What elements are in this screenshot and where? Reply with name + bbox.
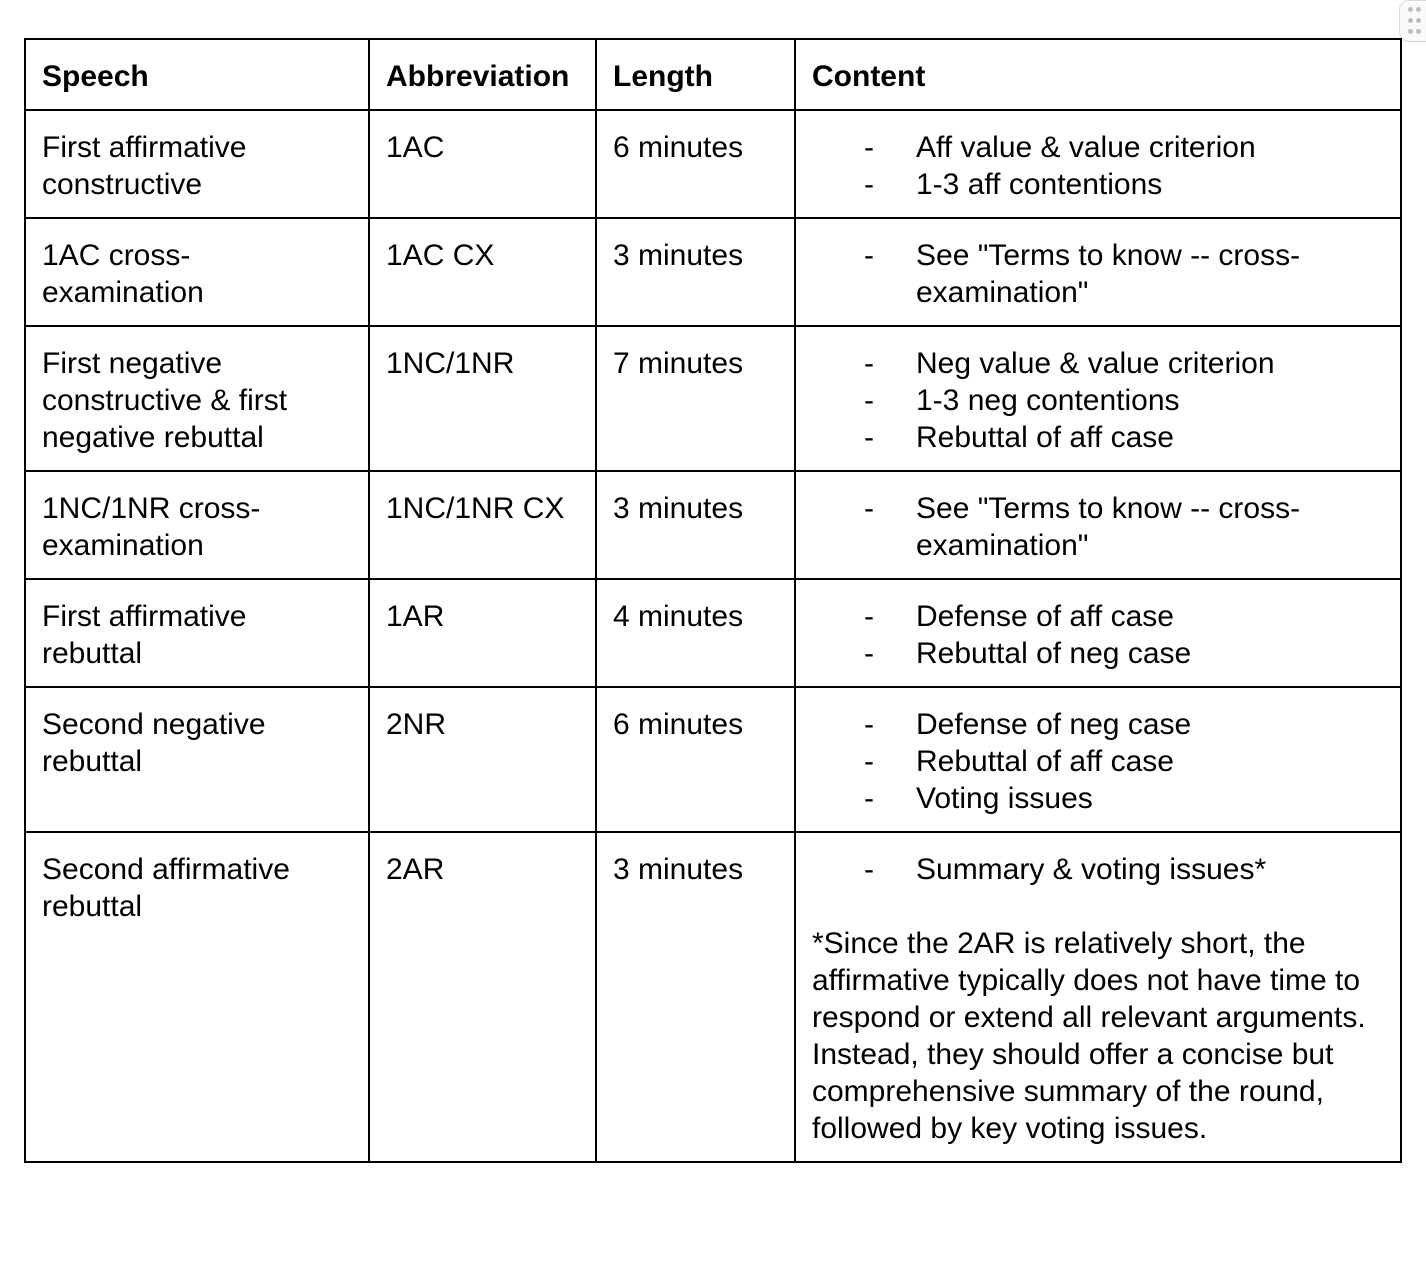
list-item-text: Defense of aff case <box>916 600 1174 633</box>
list-item <box>812 780 1384 817</box>
list-item-text: Rebuttal of aff case <box>916 421 1174 454</box>
content-cell <box>795 687 1401 832</box>
footnote: *Since the 2AR is relatively short, the affirmative typically does not have time to respond or extend all relevant arguments. Instead, they should offer a concise but comprehensive summary of the round, followed by key voting issues. <box>812 927 1366 1145</box>
list-item-text: Defense of neg case <box>916 708 1192 741</box>
bullet-dash: - <box>864 347 874 380</box>
speech-table <box>24 38 1402 1163</box>
speech-cell: Second affirmative rebuttal <box>25 832 369 1162</box>
speech-cell: Second negative rebuttal <box>25 687 369 832</box>
content-list <box>812 598 1384 672</box>
content-list <box>812 129 1384 203</box>
bullet-dash: - <box>864 239 874 272</box>
length-cell: 3 minutes <box>596 218 795 326</box>
list-item-text: 1-3 aff contentions <box>916 168 1163 201</box>
length-cell: 6 minutes <box>596 110 795 218</box>
list-item-text: Summary & voting issues* <box>916 853 1267 886</box>
abbreviation-cell: 1NC/1NR <box>369 326 596 471</box>
content-list <box>812 851 1384 888</box>
list-item <box>812 237 1384 311</box>
list-item-text: Neg value & value criterion <box>916 347 1275 380</box>
header-abbreviation: Abbreviation <box>369 39 596 110</box>
list-item-text: Aff value & value criterion <box>916 131 1256 164</box>
abbreviation-cell: 1NC/1NR CX <box>369 471 596 579</box>
list-item <box>812 490 1384 564</box>
table-row <box>25 218 1401 326</box>
list-item-text: 1-3 neg contentions <box>916 384 1180 417</box>
header-row <box>25 39 1401 110</box>
speech-cell: First affirmative constructive <box>25 110 369 218</box>
speech-cell: 1NC/1NR cross-examination <box>25 471 369 579</box>
content-list <box>812 490 1384 564</box>
header-length: Length <box>596 39 795 110</box>
list-item-text: Voting issues <box>916 782 1093 815</box>
content-list <box>812 345 1384 456</box>
list-item <box>812 129 1384 166</box>
list-item <box>812 743 1384 780</box>
content-list <box>812 706 1384 817</box>
table-row <box>25 326 1401 471</box>
bullet-dash: - <box>864 637 874 670</box>
speech-cell: First negative constructive & first negative rebuttal <box>25 326 369 471</box>
abbreviation-cell: 1AC <box>369 110 596 218</box>
speech-cell: 1AC cross-examination <box>25 218 369 326</box>
length-cell: 6 minutes <box>596 687 795 832</box>
bullet-dash: - <box>864 421 874 454</box>
list-item <box>812 345 1384 382</box>
table-row <box>25 832 1401 1162</box>
speech-cell: First affirmative rebuttal <box>25 579 369 687</box>
bullet-dash: - <box>864 708 874 741</box>
abbreviation-cell: 2NR <box>369 687 596 832</box>
list-item-text: Rebuttal of aff case <box>916 745 1174 778</box>
list-item <box>812 851 1384 888</box>
abbreviation-cell: 2AR <box>369 832 596 1162</box>
bullet-dash: - <box>864 853 874 886</box>
bullet-dash: - <box>864 168 874 201</box>
abbreviation-cell: 1AR <box>369 579 596 687</box>
length-cell: 7 minutes <box>596 326 795 471</box>
list-item <box>812 382 1384 419</box>
length-cell: 3 minutes <box>596 471 795 579</box>
content-list <box>812 237 1384 311</box>
drag-handle[interactable] <box>1399 0 1426 42</box>
header-speech: Speech <box>25 39 369 110</box>
bullet-dash: - <box>864 492 874 525</box>
header-content: Content <box>795 39 1401 110</box>
list-item <box>812 419 1384 456</box>
table-row <box>25 579 1401 687</box>
bullet-dash: - <box>864 131 874 164</box>
list-item <box>812 635 1384 672</box>
bullet-dash: - <box>864 384 874 417</box>
length-cell: 4 minutes <box>596 579 795 687</box>
list-item <box>812 598 1384 635</box>
list-item-text: See "Terms to know -- cross-examination" <box>916 492 1301 562</box>
length-cell: 3 minutes <box>596 832 795 1162</box>
list-item-text: Rebuttal of neg case <box>916 637 1192 670</box>
table-row <box>25 110 1401 218</box>
content-cell <box>795 326 1401 471</box>
abbreviation-cell: 1AC CX <box>369 218 596 326</box>
list-item <box>812 706 1384 743</box>
content-cell <box>795 471 1401 579</box>
content-cell <box>795 218 1401 326</box>
content-cell <box>795 110 1401 218</box>
list-item-text: See "Terms to know -- cross-examination" <box>916 239 1301 309</box>
bullet-dash: - <box>864 745 874 778</box>
list-item <box>812 166 1384 203</box>
bullet-dash: - <box>864 600 874 633</box>
bullet-dash: - <box>864 782 874 815</box>
table-row <box>25 687 1401 832</box>
content-cell <box>795 579 1401 687</box>
content-cell <box>795 832 1401 1162</box>
table-row <box>25 471 1401 579</box>
